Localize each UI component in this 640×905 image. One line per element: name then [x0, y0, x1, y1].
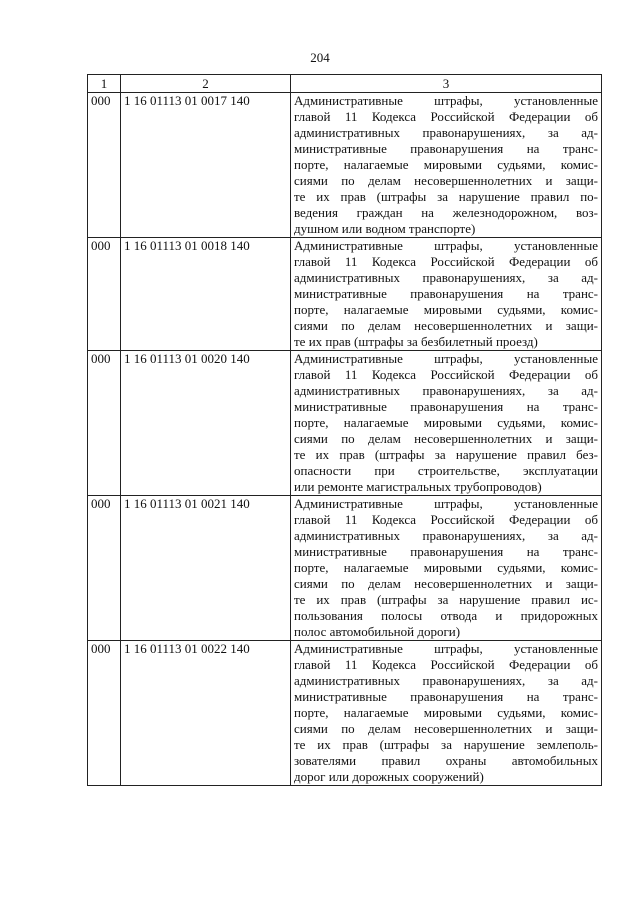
- table-row: [88, 93, 602, 238]
- description-line: административных правонарушениях, за ад-: [294, 383, 598, 398]
- description-line: Административные штрафы, установленные: [294, 238, 598, 253]
- description-line: административных правонарушениях, за ад-: [294, 673, 598, 688]
- description-line: административных правонарушениях, за ад-: [294, 270, 598, 285]
- description-line: те их прав (штрафы за нарушение правил по-: [294, 189, 598, 204]
- description-line: полос автомобильной дороги): [294, 624, 461, 639]
- row-admin-code: 000: [88, 238, 121, 351]
- header-row: [88, 75, 602, 93]
- description-line: министративные правонарушения на транс-: [294, 141, 598, 156]
- description-line: зователями правил охраны автомобильных: [294, 753, 598, 768]
- row-classification-code: 1 16 01113 01 0017 140: [121, 93, 291, 238]
- row-admin-code: 000: [88, 93, 121, 238]
- page-number: 204: [310, 50, 330, 65]
- description-line: те их прав (штрафы за нарушение землеполь-: [294, 737, 598, 752]
- description-line: главой 11 Кодекса Российской Федерации об: [294, 512, 598, 527]
- classification-table: [87, 74, 602, 786]
- row-classification-code: 1 16 01113 01 0018 140: [121, 238, 291, 351]
- description-line: порте, налагаемые мировыми судьями, комис-: [294, 705, 598, 720]
- column-header-2: 2: [121, 75, 291, 93]
- description-line: главой 11 Кодекса Российской Федерации об: [294, 109, 598, 124]
- row-description: [291, 351, 602, 496]
- row-description: [291, 238, 602, 351]
- description-line: пользования полосы отвода и придорожных: [294, 608, 598, 623]
- description-line: порте, налагаемые мировыми судьями, комис-: [294, 560, 598, 575]
- description-line: министративные правонарушения на транс-: [294, 544, 598, 559]
- row-classification-code: 1 16 01113 01 0022 140: [121, 641, 291, 786]
- column-header-3: 3: [291, 75, 602, 93]
- description-line: министративные правонарушения на транс-: [294, 399, 598, 414]
- description-line: Административные штрафы, установленные: [294, 351, 598, 366]
- row-description: [291, 93, 602, 238]
- description-line: главой 11 Кодекса Российской Федерации об: [294, 657, 598, 672]
- table-row: [88, 641, 602, 786]
- row-admin-code: 000: [88, 641, 121, 786]
- row-admin-code: 000: [88, 351, 121, 496]
- table-row: [88, 351, 602, 496]
- row-description: [291, 641, 602, 786]
- description-line: сиями по делам несовершеннолетних и защи-: [294, 576, 598, 591]
- description-line: те их прав (штрафы за безбилетный проезд): [294, 334, 538, 349]
- row-admin-code: 000: [88, 496, 121, 641]
- description-line: главой 11 Кодекса Российской Федерации об: [294, 254, 598, 269]
- description-line: главой 11 Кодекса Российской Федерации об: [294, 367, 598, 382]
- row-description: [291, 496, 602, 641]
- description-line: те их прав (штрафы за нарушение правил ис-: [294, 592, 598, 607]
- row-classification-code: 1 16 01113 01 0021 140: [121, 496, 291, 641]
- description-line: порте, налагаемые мировыми судьями, комис-: [294, 157, 598, 172]
- description-line: административных правонарушениях, за ад-: [294, 528, 598, 543]
- description-line: душном или водном транспорте): [294, 221, 476, 236]
- description-line: сиями по делам несовершеннолетних и защи-: [294, 318, 598, 333]
- table-body: [88, 93, 602, 786]
- description-line: порте, налагаемые мировыми судьями, комис-: [294, 415, 598, 430]
- description-line: министративные правонарушения на транс-: [294, 689, 598, 704]
- description-line: дорог или дорожных сооружений): [294, 769, 484, 784]
- description-line: административных правонарушениях, за ад-: [294, 125, 598, 140]
- row-classification-code: 1 16 01113 01 0020 140: [121, 351, 291, 496]
- description-line: Административные штрафы, установленные: [294, 93, 598, 108]
- description-line: министративные правонарушения на транс-: [294, 286, 598, 301]
- table-row: [88, 496, 602, 641]
- description-line: те их прав (штрафы за нарушение правил без-: [294, 447, 598, 462]
- description-line: Административные штрафы, установленные: [294, 496, 598, 511]
- description-line: сиями по делам несовершеннолетних и защи-: [294, 173, 598, 188]
- description-line: опасности при строительстве, эксплуатации: [294, 463, 598, 478]
- table-row: [88, 238, 602, 351]
- table-header: [88, 75, 602, 93]
- description-line: Административные штрафы, установленные: [294, 641, 598, 656]
- description-line: сиями по делам несовершеннолетних и защи-: [294, 721, 598, 736]
- description-line: сиями по делам несовершеннолетних и защи-: [294, 431, 598, 446]
- column-header-1: 1: [88, 75, 121, 93]
- description-line: ведения граждан на железнодорожном, воз-: [294, 205, 598, 220]
- description-line: порте, налагаемые мировыми судьями, комис-: [294, 302, 598, 317]
- description-line: или ремонте магистральных трубопроводов): [294, 479, 542, 494]
